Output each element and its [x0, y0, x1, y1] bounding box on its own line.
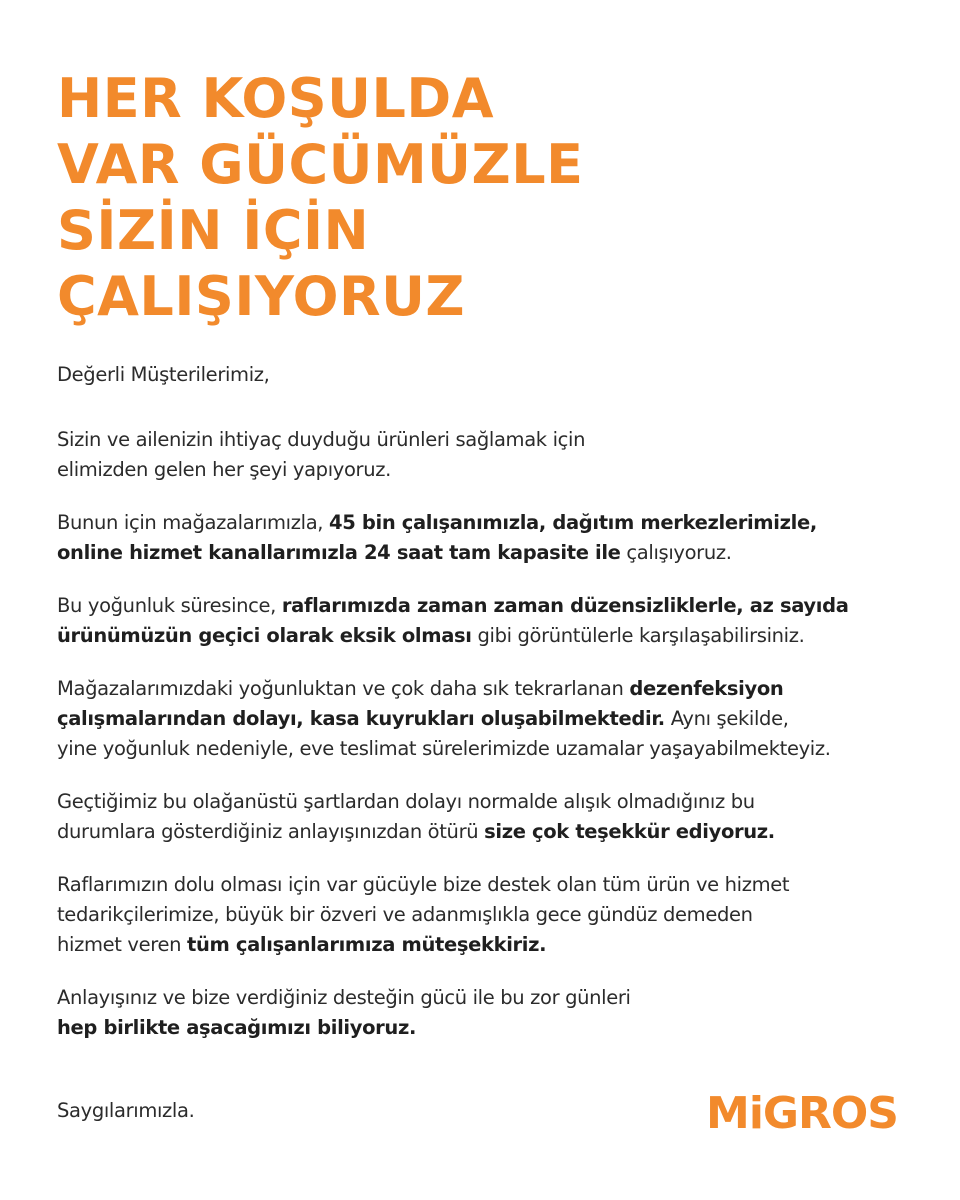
paragraph-5-line-2	[57, 817, 907, 847]
paragraph-6-bold-b: tüm çalışanlarımıza müteşekkiriz.	[186, 933, 547, 956]
migros-logo: MiGROS	[706, 1088, 898, 1139]
paragraph-4-line-2	[57, 704, 907, 734]
headline-line-3: SİZİN İÇİN	[57, 199, 370, 262]
paragraph-4-bold-a: dezenfeksiyon	[629, 677, 784, 700]
paragraph-3-line-2	[57, 621, 907, 651]
paragraph-1	[57, 425, 907, 485]
paragraph-5	[57, 787, 907, 847]
paragraph-4-text-a: Mağazalarımızdaki yoğunluktan ve çok daha sık tekrarlanan	[57, 677, 630, 700]
paragraph-2	[57, 508, 907, 568]
paragraph-1-line-2: elimizden gelen her şeyi yapıyoruz.	[57, 458, 391, 481]
paragraph-7-line-1: Anlayışınız ve bize verdiğiniz desteğin gücü ile bu zor günleri	[57, 986, 631, 1009]
paragraph-4	[57, 674, 907, 764]
paragraph-6-text-a: hizmet veren	[57, 933, 187, 956]
paragraph-7-line-2	[57, 1013, 907, 1043]
letter-body	[57, 360, 907, 1066]
headline-line-4: ÇALIŞIYORUZ	[57, 265, 466, 328]
paragraph-5-text-a: durumlara gösterdiğiniz anlayışınızdan ötürü	[57, 820, 485, 843]
paragraph-7-bold-b: hep birlikte aşacağımızı biliyoruz.	[57, 1016, 417, 1039]
paragraph-1-line-1: Sizin ve ailenizin ihtiyaç duyduğu ürünleri sağlamak için	[57, 428, 586, 451]
paragraph-3-text-c: gibi görüntülerle karşılaşabilirsiniz.	[471, 624, 805, 647]
paragraph-2-bold-b: online hizmet kanallarımızla 24 saat tam kapasite ile	[57, 541, 621, 564]
paragraph-4-line-1	[57, 674, 907, 704]
paragraph-6-line-1: Raflarımızın dolu olması için var gücüyle bize destek olan tüm ürün ve hizmet	[57, 873, 790, 896]
paragraph-4-text-c: Aynı şekilde,	[664, 707, 789, 730]
paragraph-3	[57, 591, 907, 651]
paragraph-2-line-1	[57, 508, 907, 538]
paragraph-3-bold-b: ürünümüzün geçici olarak eksik olması	[57, 624, 472, 647]
paragraph-6	[57, 870, 907, 960]
paragraph-2-line-2	[57, 538, 907, 568]
paragraph-7	[57, 983, 907, 1043]
paragraph-6-line-3	[57, 930, 907, 960]
paragraph-4-line-3: yine yoğunluk nedeniyle, eve teslimat sürelerimizde uzamalar yaşayabilmekteyiz.	[57, 737, 831, 760]
paragraph-5-line-1: Geçtiğimiz bu olağanüstü şartlardan dolayı normalde alışık olmadığınız bu	[57, 790, 755, 813]
paragraph-2-text-c: çalışıyoruz.	[620, 541, 732, 564]
greeting-text: Değerli Müşterilerimiz,	[57, 363, 270, 386]
paragraph-4-bold-b: çalışmalarından dolayı, kasa kuyrukları oluşabilmektedir.	[57, 707, 665, 730]
headline	[57, 66, 757, 330]
headline-line-2: VAR GÜCÜMÜZLE	[57, 133, 584, 196]
paragraph-2-text-a: Bunun için mağazalarımızla,	[57, 511, 329, 534]
headline-line-1: HER KOŞULDA	[57, 67, 495, 130]
paragraph-2-bold-a: 45 bin çalışanımızla, dağıtım merkezlerimizle,	[329, 511, 817, 534]
paragraph-6-line-2: tedarikçilerimize, büyük bir özveri ve adanmışlıkla gece gündüz demeden	[57, 903, 753, 926]
paragraph-5-bold-b: size çok teşekkür ediyoruz.	[484, 820, 775, 843]
paragraph-3-bold-a: raflarımızda zaman zaman düzensizliklerle, az sayıda	[281, 594, 849, 617]
greeting	[57, 360, 907, 390]
signoff: Saygılarımızla.	[57, 1099, 195, 1122]
paragraph-3-text-a: Bu yoğunluk süresince,	[57, 594, 282, 617]
paragraph-3-line-1	[57, 591, 907, 621]
